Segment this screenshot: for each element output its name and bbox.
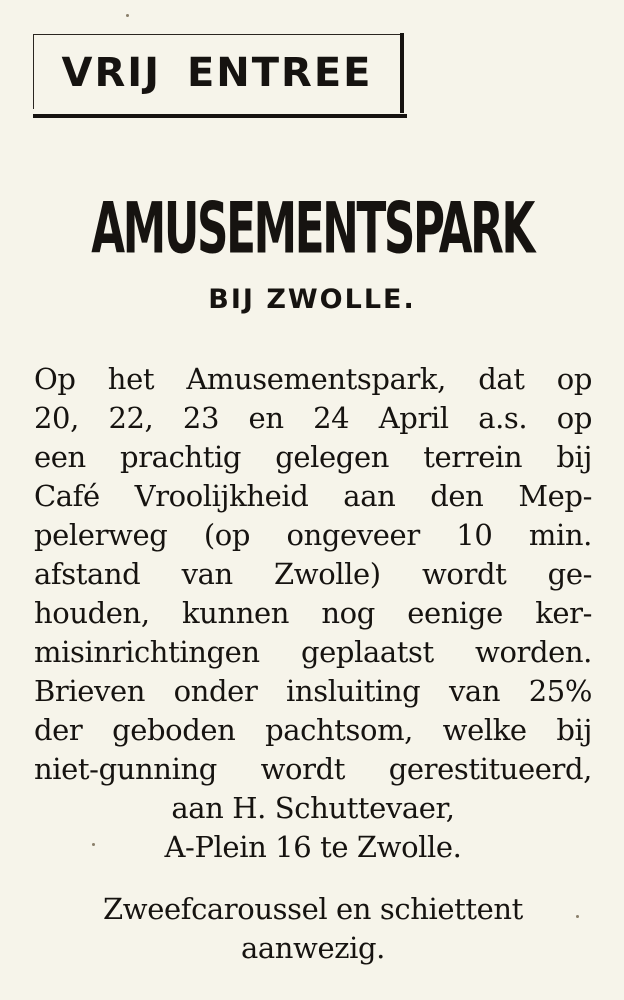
- body-line: der geboden pachtsom, welke bij: [34, 713, 592, 747]
- body-line: 20, 22, 23 en 24 April a.s. op: [34, 401, 592, 435]
- paper-speck: [576, 915, 579, 918]
- free-entry-box: [33, 34, 404, 109]
- paper-speck: [92, 843, 95, 846]
- headline-text: AMUSEMENTSPARK: [91, 188, 533, 270]
- closing-note: [34, 890, 592, 968]
- subheading: BIJ ZWOLLE.: [208, 284, 416, 315]
- body-line: Café Vroolijkheid aan den Mep-: [34, 479, 592, 513]
- body-line: misinrichtingen geplaatst worden.: [34, 635, 592, 669]
- closing-line: aanwezig.: [241, 931, 385, 965]
- body-line: Brieven onder insluiting van 25%: [34, 674, 592, 708]
- body-line: een prachtig gelegen terrein bij: [34, 440, 592, 474]
- paper-speck: [126, 14, 129, 17]
- address-line: aan H. Schuttevaer,: [171, 791, 455, 825]
- body-line: niet-gunning wordt gerestitueerd,: [34, 752, 592, 786]
- body-line: afstand van Zwolle) wordt ge-: [34, 557, 592, 591]
- free-entry-label: VRIJ ENTREE: [61, 50, 373, 96]
- headline: [0, 180, 624, 280]
- box-right-rule: [400, 33, 404, 113]
- closing-line: Zweefcaroussel en schiettent: [103, 892, 523, 926]
- box-bottom-rule: [33, 114, 407, 118]
- body-line: Op het Amusementspark, dat op: [34, 362, 592, 396]
- address-line: A-Plein 16 te Zwolle.: [164, 830, 462, 864]
- body-line: houden, kunnen nog eenige ker-: [34, 596, 592, 630]
- announcement-body: [34, 360, 592, 867]
- body-line: pelerweg (op ongeveer 10 min.: [34, 518, 592, 552]
